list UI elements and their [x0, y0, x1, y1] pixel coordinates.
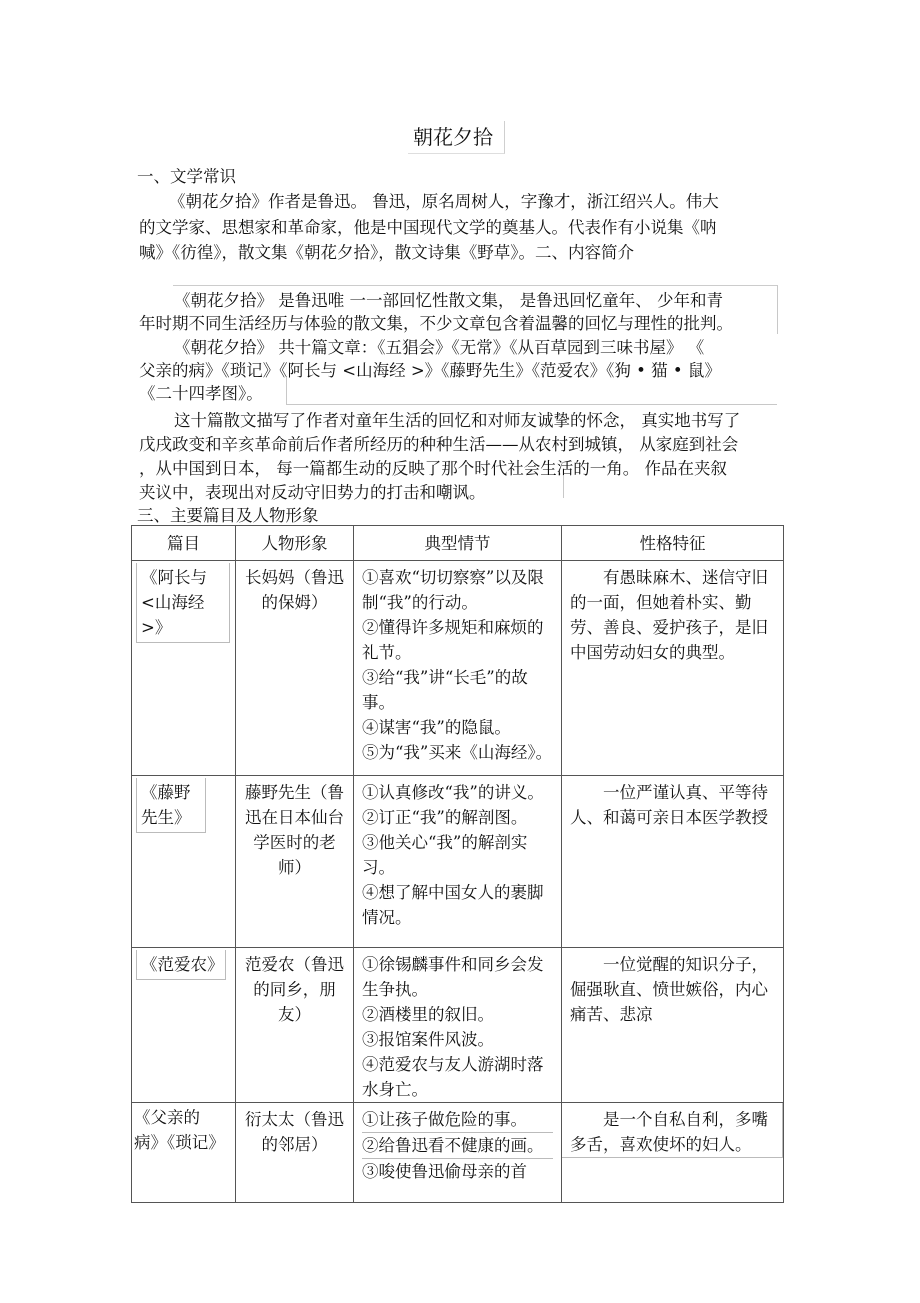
text-line: 《朝花夕拾》 是鲁迅唯 一一部回忆性散文集， 是鲁迅回忆童年、 少年和青 [174, 291, 723, 310]
plot-cell [354, 948, 561, 1102]
text-line: 喊》《彷徨》，散文集《朝花夕拾》，散文诗集《野草》。二、内容简介 [139, 243, 634, 262]
plot-item: ④想了解中国女人的裹脚情况。 [362, 883, 544, 927]
table-row [132, 1103, 784, 1203]
column-header: 典型情节 [354, 526, 562, 561]
figure-cell: 衍太太（鲁迅的邻居） [245, 1110, 344, 1154]
trait-cell: 一位严谨认真、平等待人、和蔼可亲日本医学教授 [570, 783, 768, 827]
text-line: 夹议中，表现出对反动守旧势力的打击和嘲讽。 [139, 483, 486, 502]
plot-item: ②懂得许多规矩和麻烦的礼节。 [362, 618, 544, 662]
work-cell: 《父亲的病》《琐记》 [134, 1108, 225, 1152]
column-header: 人物形象 [236, 526, 354, 561]
plot-item: ②酒楼里的叙旧。 [362, 1005, 494, 1024]
work-cell: 《阿长与 <山海经 >》 [136, 563, 230, 643]
table-header-row [132, 526, 784, 561]
text-line: 戊戌政变和辛亥革命前后作者所经历的种种生活——从农村到城镇， 从家庭到社会 [139, 435, 739, 454]
plot-item: ①让孩子做危险的事。 [362, 1107, 553, 1133]
text-line: 这十篇散文描写了作者对童年生活的回忆和对师友诚挚的怀念， 真实地书写了 [174, 411, 741, 430]
figure-cell: 长妈妈（鲁迅的保姆） [245, 568, 344, 612]
trait-cell: 一位觉醒的知识分子，倔强耿直、愤世嫉俗，内心痛苦、悲凉 [570, 955, 768, 1024]
section-heading-literary: 一、文学常识 [137, 167, 236, 186]
text-line: 年时期不同生活经历与体验的散文集，不少文章包含着温馨的回忆与理性的批判。 [139, 314, 733, 333]
page-title: 朝花夕拾 [413, 125, 493, 149]
plot-item: ①徐锡麟事件和同乡会发生争执。 [362, 955, 544, 999]
plot-item: ④范爱农与友人游湖时落水身亡。 [362, 1055, 544, 1099]
plot-item: ③唆使鲁迅偷母亲的首 [362, 1162, 527, 1181]
table-row [132, 561, 784, 776]
trait-cell: 是一个自私自利，多嘴多舌，喜欢使坏的妇人。 [562, 1103, 783, 1158]
works-table [131, 525, 784, 1203]
column-header: 性格特征 [562, 526, 784, 561]
table-row [132, 948, 784, 1103]
work-cell: 《范爱农》 [136, 950, 226, 980]
text-line: 《朝花夕拾》 共十篇文章：《五猖会》《无常》《从百草园到三味书屋》 《 [174, 338, 705, 357]
text-line: 父亲的病》《琐记》《阿长与 <山海经 >》《藤野先生》《范爱农》《狗 • 猫 • 鼠》 [139, 361, 721, 380]
text-line: 《朝花夕拾》作者是鲁迅。 鲁迅，原名周树人，字豫才，浙江绍兴人。伟大 [169, 192, 719, 211]
plot-cell [354, 561, 561, 765]
table-row [132, 776, 784, 948]
plot-item: ④谋害“我”的隐鼠。 [362, 718, 511, 737]
plot-cell [354, 1103, 561, 1184]
text-line: ，从中国到日本， 每一篇都生动的反映了那个时代社会生活的一角。 作品在夹叙 [139, 459, 727, 478]
column-header: 篇目 [132, 526, 236, 561]
figure-cell: 范爱农（鲁迅的同乡，朋友） [245, 955, 344, 1024]
plot-item: ①认真修改“我”的讲义。 [362, 783, 544, 802]
plot-cell [354, 776, 561, 930]
plot-item: ③给“我”讲“长毛”的故事。 [362, 668, 528, 712]
work-cell: 《藤野先生》 [136, 778, 206, 833]
plot-item: ②订正“我”的解剖图。 [362, 808, 528, 827]
plot-item: ③报馆案件风波。 [362, 1030, 494, 1049]
plot-item: ③他关心“我”的解剖实习。 [362, 833, 528, 877]
figure-cell: 藤野先生（鲁迅在日本仙台学医时的老师） [245, 783, 344, 877]
plot-item: ①喜欢“切切察察”以及限制“我”的行动。 [362, 568, 544, 612]
plot-item: ②给鲁迅看不健康的画。 [362, 1133, 553, 1159]
trait-cell: 有愚昧麻木、迷信守旧的一面，但她着朴实、勤劳、善良、爱护孩子，是旧中国劳动妇女的典型。 [570, 568, 768, 662]
section-heading-works: 三、主要篇目及人物形象 [137, 506, 319, 525]
text-line: 《二十四孝图》。 [139, 384, 263, 403]
text-line: 的文学家、思想家和革命家，他是中国现代文学的奠基人。代表作有小说集《呐 [139, 218, 717, 237]
plot-item: ⑤为“我”买来《山海经》。 [362, 743, 553, 762]
